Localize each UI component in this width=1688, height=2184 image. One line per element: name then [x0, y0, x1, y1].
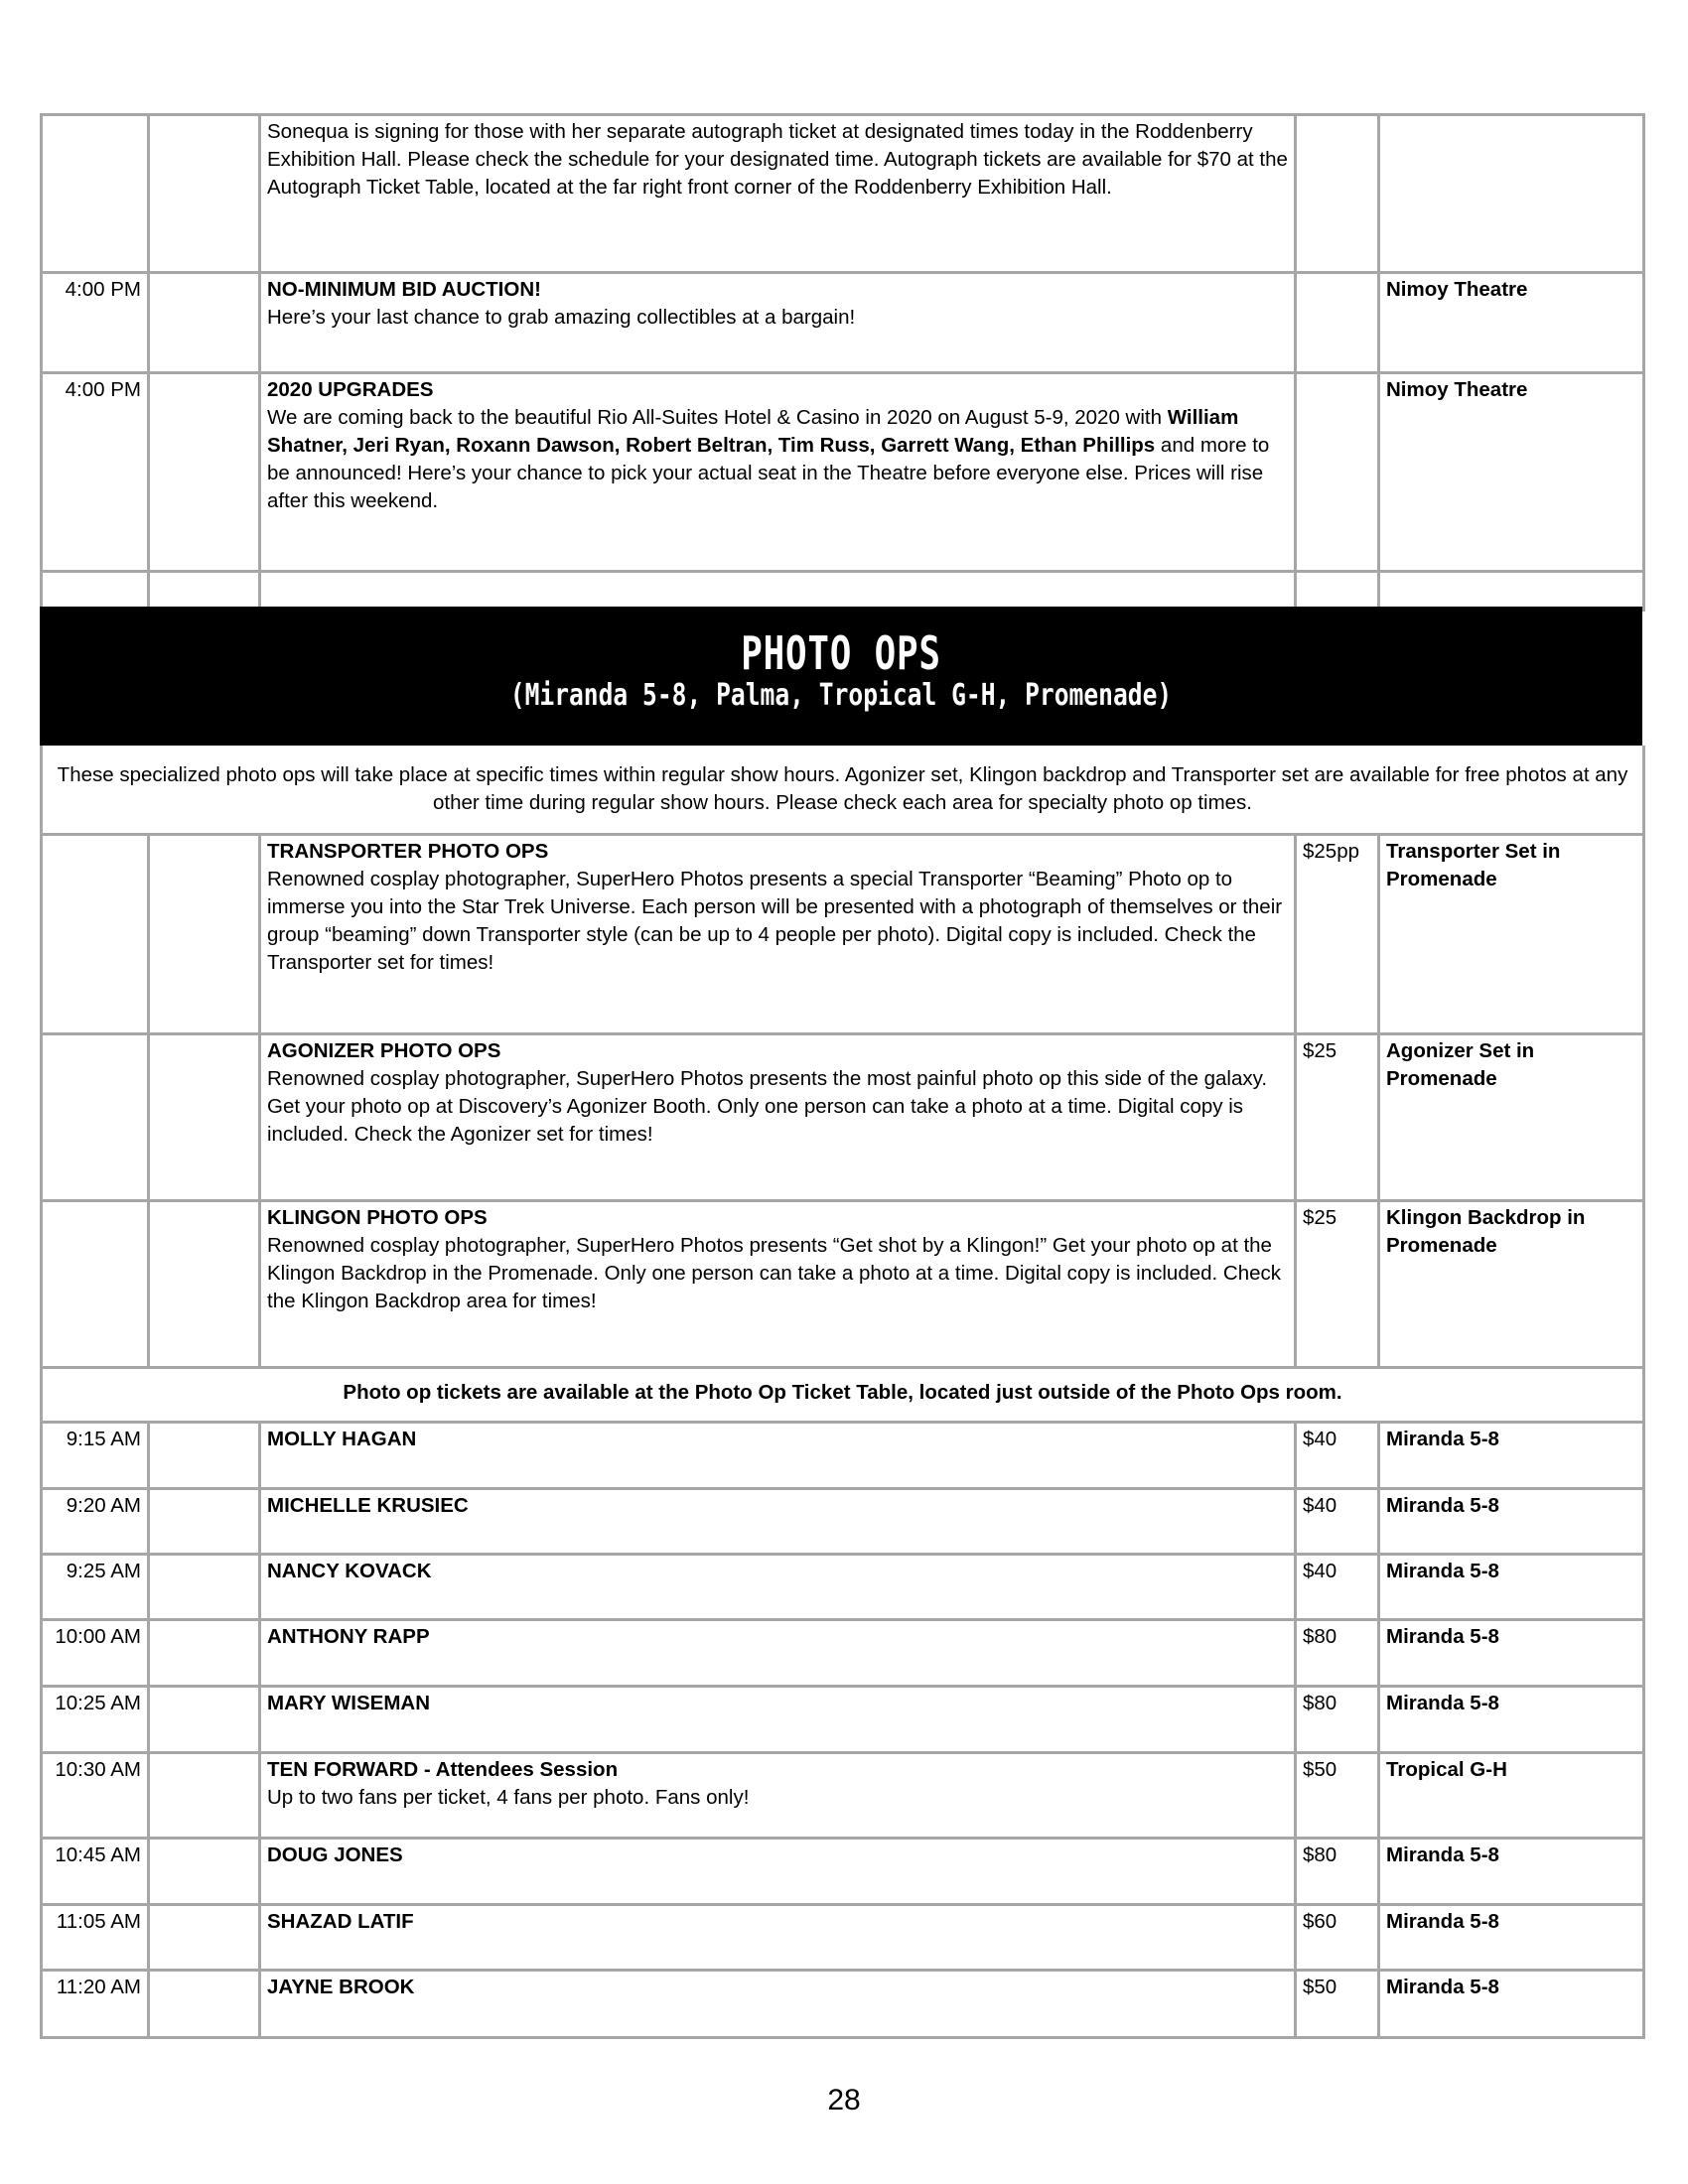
blank-cell — [149, 1686, 260, 1752]
price-cell: $25 — [1296, 1200, 1379, 1367]
blank-cell — [149, 273, 260, 373]
event-description: Sonequa is signing for those with her separate autograph ticket at designated times today in the Roddenberry Exhibition Hall. Please check the schedule for your designated time. Autograph tickets are available for $70 at the Autograph Ticket Table, located at the far right front corner of the Roddenberry Exhibition Hall. — [267, 120, 1288, 199]
price-cell: $40 — [1296, 1422, 1379, 1488]
location-cell: Miranda 5-8 — [1379, 1904, 1644, 1970]
blank-cell — [42, 572, 149, 611]
event-cell — [260, 1686, 1296, 1752]
table-row — [42, 834, 1644, 1033]
description-text: and more to be announced! Here’s your chance to pick your actual seat in the Theatre before everyone else. Prices will rise after this weekend. — [267, 434, 1270, 512]
location-cell: Miranda 5-8 — [1379, 1838, 1644, 1904]
time-cell: 9:20 AM — [42, 1488, 149, 1554]
time-cell: 9:15 AM — [42, 1422, 149, 1488]
blank-cell — [149, 115, 260, 273]
event-title: NO-MINIMUM BID AUCTION! — [267, 278, 541, 301]
table-row — [42, 1200, 1644, 1367]
event-title: SHAZAD LATIF — [267, 1909, 414, 1933]
location-cell: Nimoy Theatre — [1379, 373, 1644, 572]
event-description: Renowned cosplay photographer, SuperHero Photos presents the most painful photo op this side of the galaxy. Get your photo op at Discovery’s Agonizer Booth. Only one person can take a photo at a time. Digital copy is included. Check the Agonizer set for times! — [267, 1066, 1268, 1146]
price-cell: $40 — [1296, 1488, 1379, 1554]
photo-ops-table — [40, 746, 1642, 2039]
location-cell: Transporter Set in Promenade — [1379, 834, 1644, 1033]
blank-cell — [149, 1619, 260, 1686]
table-row — [42, 1904, 1644, 1970]
time-cell: 9:25 AM — [42, 1554, 149, 1619]
table-row — [42, 1686, 1644, 1752]
table-row — [42, 1554, 1644, 1619]
location-cell: Agonizer Set in Promenade — [1379, 1033, 1644, 1200]
price-cell — [1296, 115, 1379, 273]
time-cell: 10:30 AM — [42, 1752, 149, 1838]
location-cell: Klingon Backdrop in Promenade — [1379, 1200, 1644, 1367]
blank-cell — [149, 1554, 260, 1619]
table-row — [42, 115, 1644, 273]
location-cell: Miranda 5-8 — [1379, 1554, 1644, 1619]
price-cell: $50 — [1296, 1752, 1379, 1838]
description-text: We are coming back to the beautiful Rio All-Suites Hotel & Casino in 2020 on August 5-9, 2020 with — [267, 406, 1168, 429]
event-title: TRANSPORTER PHOTO OPS — [267, 839, 549, 863]
blank-cell — [149, 1752, 260, 1838]
event-title: MARY WISEMAN — [267, 1691, 430, 1714]
event-cell — [260, 1422, 1296, 1488]
event-cell — [260, 1033, 1296, 1200]
section-subtitle: (Miranda 5-8, Palma, Tropical G-H, Promenade) — [509, 678, 1173, 713]
blank-cell — [149, 572, 260, 611]
blank-cell — [149, 834, 260, 1033]
location-cell: Miranda 5-8 — [1379, 1686, 1644, 1752]
location-cell: Miranda 5-8 — [1379, 1619, 1644, 1686]
time-cell — [42, 115, 149, 273]
blank-cell — [42, 834, 149, 1033]
table-row — [42, 1752, 1644, 1838]
price-cell: $80 — [1296, 1838, 1379, 1904]
table-row — [42, 373, 1644, 572]
blank-cell — [149, 373, 260, 572]
table-row — [42, 1619, 1644, 1686]
table-row — [42, 1367, 1644, 1422]
section-title: PHOTO OPS — [741, 626, 941, 680]
page-number: 28 — [827, 2084, 861, 2116]
table-row — [42, 572, 1644, 611]
event-title: 2020 UPGRADES — [267, 378, 434, 401]
location-cell: Miranda 5-8 — [1379, 1422, 1644, 1488]
table-row — [42, 746, 1644, 834]
event-description: Renowned cosplay photographer, SuperHero Photos presents “Get shot by a Klingon!” Get your photo op at the Klingon Backdrop in the Promenade. Only one person can take a photo at a time. Digital copy is included. Check the Klingon Backdrop area for times! — [267, 1233, 1282, 1312]
guest-names: William Shatner, Jeri Ryan, Roxann Dawson, Robert Beltran, Tim Russ, Garrett Wang, Ethan Phillips — [267, 406, 1239, 457]
price-cell — [1296, 273, 1379, 373]
blank-cell — [149, 1422, 260, 1488]
table-row — [42, 1422, 1644, 1488]
time-cell: 4:00 PM — [42, 273, 149, 373]
blank-cell — [149, 1200, 260, 1367]
time-cell: 11:20 AM — [42, 1970, 149, 2037]
event-cell — [260, 1838, 1296, 1904]
event-cell — [260, 115, 1296, 273]
blank-cell — [1379, 572, 1644, 611]
event-description: Renowned cosplay photographer, SuperHero Photos presents a special Transporter “Beaming” Photo op to immerse you into the Star Trek Universe. Each person will be presented with a photograph of themselves or their group “beaming” down Transporter style (can be up to 4 people per photo). Digital copy is included. Check the Transporter set for times! — [267, 867, 1283, 974]
table-row — [42, 1838, 1644, 1904]
location-cell: Tropical G-H — [1379, 1752, 1644, 1838]
location-cell: Miranda 5-8 — [1379, 1488, 1644, 1554]
event-title: TEN FORWARD - Attendees Session — [267, 1757, 619, 1781]
event-cell — [260, 1200, 1296, 1367]
event-description: Here’s your last chance to grab amazing collectibles at a bargain! — [267, 306, 856, 329]
table-row — [42, 1033, 1644, 1200]
time-cell: 10:25 AM — [42, 1686, 149, 1752]
table-row — [42, 1970, 1644, 2037]
event-cell — [260, 373, 1296, 572]
blank-cell — [149, 1488, 260, 1554]
event-cell — [260, 273, 1296, 373]
event-title: JAYNE BROOK — [267, 1975, 415, 1998]
price-cell — [1296, 373, 1379, 572]
event-cell — [260, 834, 1296, 1033]
event-description — [267, 406, 1269, 512]
event-cell — [260, 1970, 1296, 2037]
time-cell: 10:00 AM — [42, 1619, 149, 1686]
event-title: AGONIZER PHOTO OPS — [267, 1038, 501, 1062]
event-cell — [260, 1554, 1296, 1619]
price-cell: $80 — [1296, 1619, 1379, 1686]
event-description: Up to two fans per ticket, 4 fans per photo. Fans only! — [267, 1785, 750, 1809]
blank-cell — [1296, 572, 1379, 611]
event-cell — [260, 1488, 1296, 1554]
table-row — [42, 1488, 1644, 1554]
blank-cell — [42, 1200, 149, 1367]
location-cell: Miranda 5-8 — [1379, 1970, 1644, 2037]
event-cell — [260, 1752, 1296, 1838]
price-cell: $25 — [1296, 1033, 1379, 1200]
price-cell: $80 — [1296, 1686, 1379, 1752]
time-cell: 11:05 AM — [42, 1904, 149, 1970]
location-cell — [1379, 115, 1644, 273]
section-banner — [40, 607, 1642, 746]
event-title: NANCY KOVACK — [267, 1559, 432, 1582]
price-cell: $50 — [1296, 1970, 1379, 2037]
table-row — [42, 273, 1644, 373]
blank-cell — [42, 1033, 149, 1200]
time-cell: 10:45 AM — [42, 1838, 149, 1904]
blank-cell — [149, 1838, 260, 1904]
event-cell — [260, 1619, 1296, 1686]
section-intro: These specialized photo ops will take place at specific times within regular show hours. Agonizer set, Klingon backdrop and Transporter set are available for free photos at any other time during regular show hours. Please check each area for specialty photo op times. — [42, 746, 1644, 834]
blank-cell — [260, 572, 1296, 611]
event-title: ANTHONY RAPP — [267, 1624, 430, 1648]
blank-cell — [149, 1970, 260, 2037]
blank-cell — [149, 1033, 260, 1200]
event-title: DOUG JONES — [267, 1843, 403, 1866]
price-cell: $40 — [1296, 1554, 1379, 1619]
price-cell: $60 — [1296, 1904, 1379, 1970]
ticket-note: Photo op tickets are available at the Photo Op Ticket Table, located just outside of the Photo Ops room. — [42, 1367, 1644, 1422]
top-schedule-table — [40, 113, 1642, 612]
event-title: MOLLY HAGAN — [267, 1427, 417, 1450]
event-title: MICHELLE KRUSIEC — [267, 1493, 469, 1517]
location-cell: Nimoy Theatre — [1379, 273, 1644, 373]
event-title: KLINGON PHOTO OPS — [267, 1205, 488, 1229]
blank-cell — [149, 1904, 260, 1970]
price-cell: $25pp — [1296, 834, 1379, 1033]
event-cell — [260, 1904, 1296, 1970]
time-cell: 4:00 PM — [42, 373, 149, 572]
